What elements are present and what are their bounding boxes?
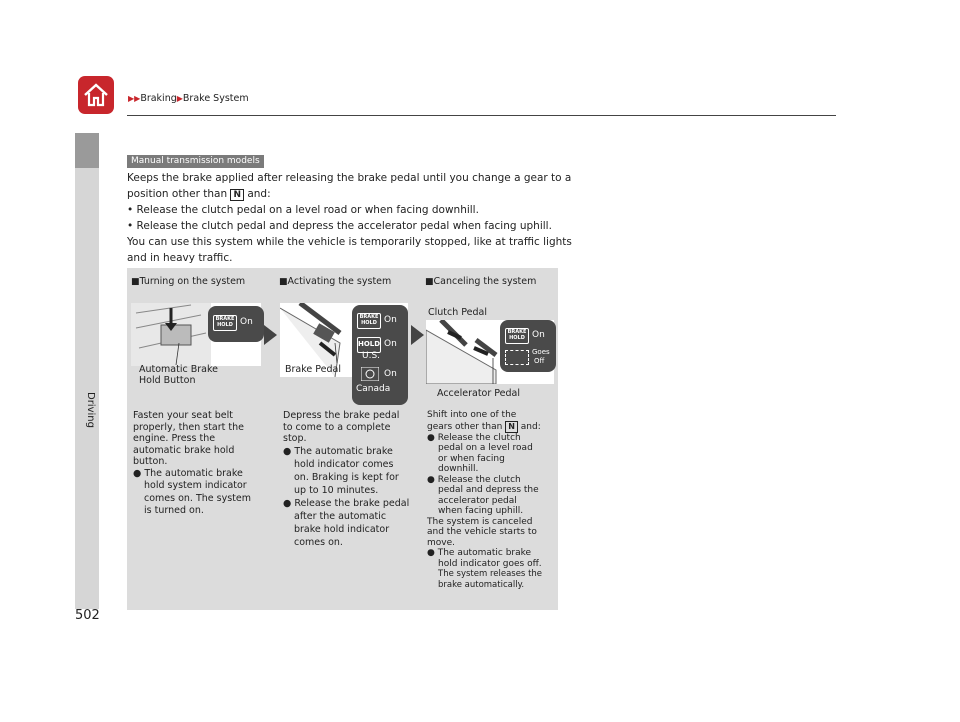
col3-line-2-end: and: [520,421,541,432]
label-clutch-pedal: Clutch Pedal [428,307,488,318]
col1-bullet-line: hold system indicator [144,480,247,491]
col3-bullet-line: pedal on a level road [438,443,533,453]
model-tag: Manual transmission models [127,155,264,168]
col1-line: Fasten your seat belt [133,410,233,421]
page-number: 502 [75,608,100,623]
on-text-us: On [384,339,397,349]
gear-n-key: N [505,421,518,433]
on-text-canada: On [384,369,397,379]
intro-line-2-text: position other than [127,188,228,200]
col3-line: move. [427,537,455,548]
house-icon [82,81,110,109]
label-auto-brake-line2: Hold Button [139,375,196,386]
col3-line-2-text: gears other than [427,421,503,432]
label-auto-brake [139,364,218,386]
heading-turning-on: ■Turning on the system [131,276,246,287]
intro-line-1: Keeps the brake applied after releasing the brake pedal until you change a gear to a [127,172,572,184]
col3-bullet-line: hold indicator goes off. [438,558,542,569]
breadcrumb-arrow-icon: ▶▶ [128,94,141,103]
brake-symbol-icon [361,367,379,381]
col1-bullet-line: is turned on. [144,505,204,516]
heading-3-text: Canceling the system [433,276,537,287]
step-arrow-icon [411,325,424,345]
on-text: On [240,317,253,327]
col3-bullet-line: downhill. [438,464,479,474]
on-text: On [384,315,397,325]
col2-line: Depress the brake pedal [283,410,400,421]
col1-line: properly, then start the [133,421,244,433]
section-label: Driving [85,392,96,428]
label-accelerator-pedal: Accelerator Pedal [437,388,521,399]
indicator-panel-canceling [500,320,556,372]
col3-small-line: brake automatically. [438,579,525,590]
header-divider [127,115,836,116]
column-canceling: Shift into one of the gears other than N and: ● Release the clutch pedal on a level road or when facing downhill. ● Release the clutch pedal and depress the accelerator pedal when facing uphill. The system is canceled and the vehicle starts to move. ● The automatic brake hold indicator goes off. The system releases the brake automatically. [427,410,543,590]
illustration-brake-hold-button [131,303,261,366]
col3-line-2 [427,421,542,433]
brake-hold-badge: BRAKE HOLD [357,313,381,329]
intro-line-2 [127,186,271,202]
col2-line: to come to a complete [283,421,391,433]
intro-line-2-end: and: [247,188,271,200]
column-turning-on: Fasten your seat belt properly, then start the engine. Press the automatic brake hold button. ● The automatic brake hold system indicator comes on. The system is turned on. [133,410,252,516]
col2-bullet-line: brake hold indicator [294,523,390,535]
col2-bullet-line: after the automatic [294,510,387,522]
brake-hold-indicator-panel [208,306,264,342]
heading-activating: ■Activating the system [279,276,392,287]
intro-line-5: You can use this system while the vehicle is temporarily stopped, like at traffic lights [127,236,572,248]
intro-bullet-1-text: Release the clutch pedal on a level road or when facing downhill. [136,204,479,216]
breadcrumb-braking[interactable]: Braking [140,93,177,104]
col1-line: automatic brake hold [133,444,235,456]
label-auto-brake-line1: Automatic Brake [139,364,218,375]
col3-bullet-line: or when facing [438,453,505,464]
on-text: On [532,330,545,340]
col3-line: Shift into one of the [427,410,517,420]
col1-bullet-line: The automatic brake [144,467,243,479]
col2-bullet-line: comes on. [294,536,343,548]
hold-badge: HOLD [357,337,381,353]
off-text: Off [534,357,545,365]
col2-bullet-line: on. Braking is kept for [294,471,399,483]
col3-line: The system is canceled [427,516,533,527]
col3-line: and the vehicle starts to [427,527,537,537]
col1-bullet-line: comes on. The system [144,492,252,504]
brake-hold-badge: BRAKE HOLD [505,328,529,344]
goes-text: Goes [532,348,550,356]
sidebar-tab [75,168,99,609]
heading-1-text: Turning on the system [139,276,246,287]
col3-bullet-line: pedal and depress the [438,485,539,495]
heading-canceling: ■Canceling the system [425,276,537,287]
intro-bullet-2: • Release the clutch pedal and depress the accelerator pedal when facing uphill. [127,220,552,232]
intro-bullet-2-text: Release the clutch pedal and depress the accelerator pedal when facing uphill. [136,220,552,232]
step-arrow-icon [264,325,277,345]
label-brake-pedal: Brake Pedal [285,364,341,375]
heading-2-text: Activating the system [287,276,392,287]
illustration-pedals [426,320,554,384]
column-activating: Depress the brake pedal to come to a complete stop. ● The automatic brake hold indicator comes on. Braking is kept for up to 10 minutes. ● Release the brake pedal after the automatic brake hold indicator comes on. [283,410,410,548]
col1-line: engine. Press the [133,433,216,444]
indicator-off-outline [505,350,529,365]
col3-bullet-line: when facing uphill. [438,506,524,516]
intro-bullet-1: • Release the clutch pedal on a level road or when facing downhill. [127,204,479,216]
region-canada: Canada [356,384,391,394]
brake-hold-badge: BRAKE HOLD [213,315,237,331]
breadcrumb [128,93,249,104]
col2-bullet-line: hold indicator comes [294,458,394,470]
col2-line: stop. [283,433,307,444]
col3-small-line: The system releases the [438,569,543,579]
col2-bullet-line: The automatic brake [294,445,393,457]
indicator-panel-activating [352,305,408,405]
home-icon[interactable] [78,76,114,114]
col3-bullet-line: Release the clutch [437,432,521,443]
breadcrumb-brake-system[interactable]: Brake System [182,93,249,104]
col3-bullet-line: The automatic brake [437,548,532,558]
breadcrumb-arrow-icon: ▶ [176,94,183,103]
gear-n-key: N [230,189,244,201]
col3-bullet-line: Release the clutch [437,474,521,485]
intro-line-6: and in heavy traffic. [127,252,233,264]
col3-bullet-line: accelerator pedal [438,495,517,506]
region-us: U.S. [362,351,381,361]
col2-bullet-line: Release the brake pedal [294,497,410,509]
col2-bullet-line: up to 10 minutes. [294,484,379,496]
col1-line: button. [133,456,168,467]
